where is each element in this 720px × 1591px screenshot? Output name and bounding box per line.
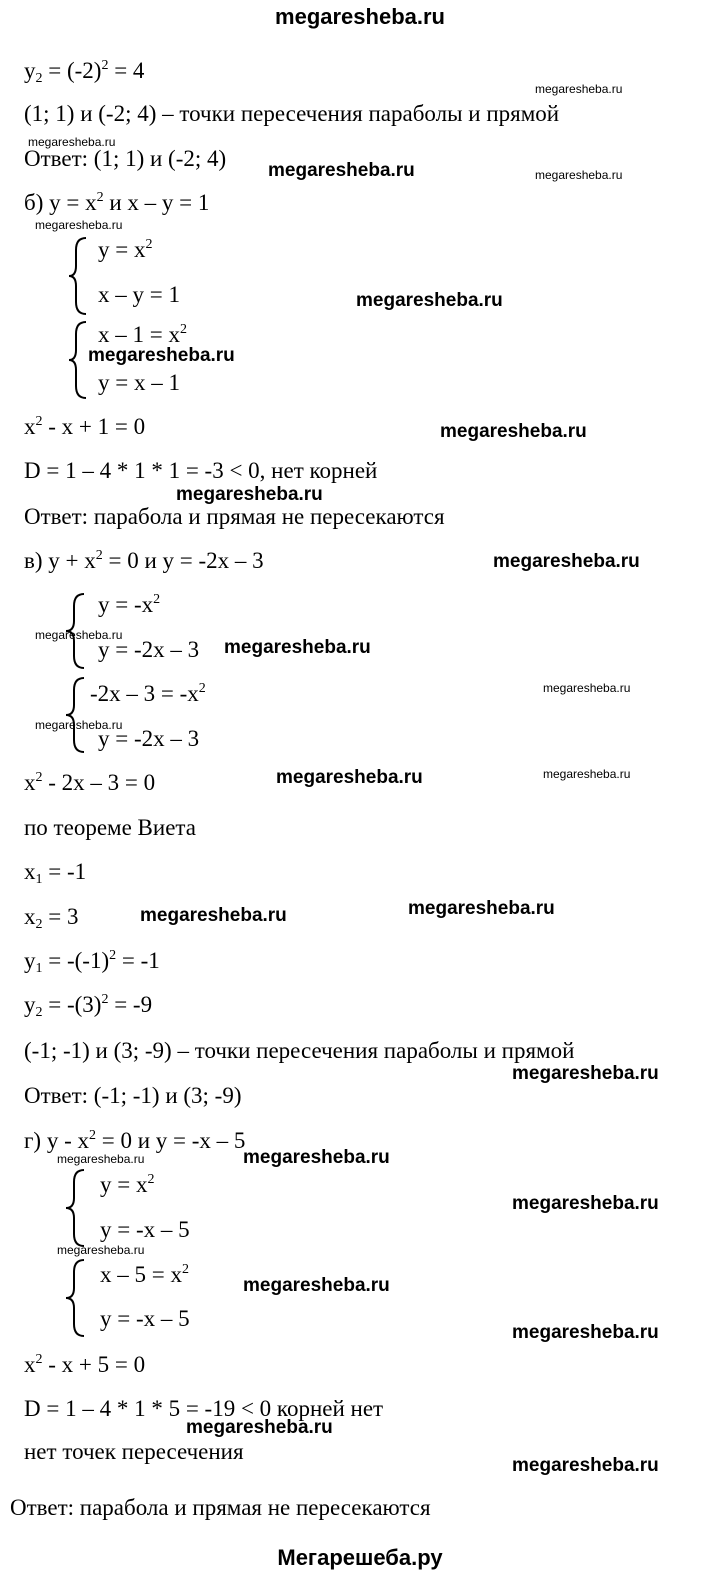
task-line: в) $y + x^2 = 0$ и y = -2x – 3	[24, 548, 264, 573]
watermark: megaresheba.ru	[493, 551, 640, 572]
system-brace	[62, 676, 92, 754]
text-line: по теореме Виета	[24, 815, 196, 840]
watermark: megaresheba.ru	[224, 637, 371, 658]
watermark: megaresheba.ru	[88, 345, 235, 366]
system-eq: $y = x^2$	[100, 1172, 155, 1197]
watermark: megaresheba.ru	[512, 1063, 659, 1084]
watermark: megaresheba.ru	[57, 1243, 145, 1257]
watermark: megaresheba.ru	[356, 290, 503, 311]
watermark: megaresheba.ru	[243, 1275, 390, 1296]
text-line: нет точек пересечения	[24, 1439, 244, 1464]
system-eq: $y = x^2$	[98, 237, 153, 262]
equation-line: $x^2 - x + 5 = 0$	[24, 1352, 146, 1377]
equation-line: $x_1 = -1$	[24, 859, 87, 887]
equation-line: $x_2 = 3$	[24, 904, 79, 932]
watermark: megaresheba.ru	[268, 160, 415, 181]
system-eq: $x - 5 = x^2$	[100, 1262, 189, 1287]
watermark: megaresheba.ru	[28, 135, 116, 149]
watermark: megaresheba.ru	[512, 1193, 659, 1214]
system-eq: y = -2x – 3	[98, 726, 200, 751]
system-eq: $y = -x^2$	[98, 592, 161, 617]
equation-line: $y_2 = -(3)^2 = -9$	[24, 992, 153, 1020]
page-header: megaresheba.ru	[275, 4, 445, 29]
answer-line: Ответ: (-1; -1) и (3; -9)	[24, 1083, 242, 1108]
system-brace	[66, 236, 92, 316]
watermark: megaresheba.ru	[35, 218, 123, 232]
watermark: megaresheba.ru	[140, 905, 287, 926]
system-eq: y = -2x – 3	[98, 637, 200, 662]
watermark: megaresheba.ru	[535, 168, 623, 182]
watermark: megaresheba.ru	[176, 484, 323, 505]
watermark: megaresheba.ru	[35, 718, 123, 732]
system-eq: y = -x – 5	[100, 1217, 190, 1242]
watermark: megaresheba.ru	[440, 421, 587, 442]
watermark: megaresheba.ru	[35, 628, 123, 642]
watermark: megaresheba.ru	[276, 767, 423, 788]
watermark: megaresheba.ru	[543, 767, 631, 781]
text-line: (-1; -1) и (3; -9) – точки пересечения параболы и прямой	[24, 1038, 575, 1063]
watermark: megaresheba.ru	[57, 1152, 145, 1166]
system-eq: y = x – 1	[98, 370, 180, 395]
system-brace	[62, 1258, 92, 1338]
watermark: megaresheba.ru	[243, 1147, 390, 1168]
system-eq: x – y = 1	[98, 282, 180, 307]
system-brace	[62, 1168, 92, 1248]
equation-line: $y_2 = (-2)^2 = 4$	[24, 58, 145, 86]
equation-line: $x^2 - 2x - 3 = 0$	[24, 770, 156, 795]
watermark: megaresheba.ru	[535, 82, 623, 96]
system-eq: $-2x - 3 = -x^2$	[90, 681, 206, 706]
page-footer: Мегарешеба.ру	[277, 1545, 443, 1570]
watermark: megaresheba.ru	[512, 1455, 659, 1476]
text-line: D = 1 – 4 * 1 * 1 = -3 < 0, нет корней	[24, 458, 378, 483]
system-brace	[62, 592, 92, 670]
system-eq: y = -x – 5	[100, 1306, 190, 1331]
system-eq: $x - 1 = x^2$	[98, 322, 187, 347]
text-line: D = 1 – 4 * 1 * 5 = -19 < 0 корней нет	[24, 1396, 384, 1421]
watermark: megaresheba.ru	[543, 681, 631, 695]
text-line: (1; 1) и (-2; 4) – точки пересечения параболы и прямой	[24, 101, 560, 126]
task-line: г) $y - x^2 = 0$ и y = -x – 5	[24, 1128, 246, 1153]
equation-line: $x^2 - x + 1 = 0$	[24, 414, 146, 439]
answer-line: Ответ: парабола и прямая не пересекаются	[24, 504, 445, 529]
system-brace	[66, 320, 92, 400]
task-line: б) $y = x^2$ и x – y = 1	[24, 190, 210, 215]
equation-line: $y_1 = -(-1)^2 = -1$	[24, 948, 160, 976]
watermark: megaresheba.ru	[186, 1417, 333, 1438]
answer-line: Ответ: парабола и прямая не пересекаются	[10, 1495, 431, 1520]
answer-line: Ответ: (1; 1) и (-2; 4)	[24, 146, 227, 171]
watermark: megaresheba.ru	[408, 898, 555, 919]
watermark: megaresheba.ru	[512, 1322, 659, 1343]
